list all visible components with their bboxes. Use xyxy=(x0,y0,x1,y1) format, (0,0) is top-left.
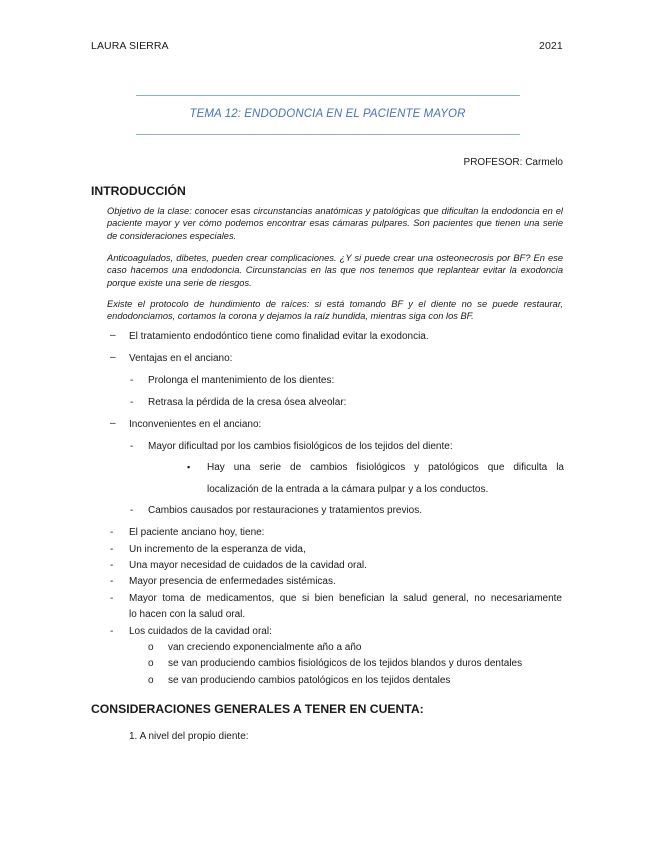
header-year: 2021 xyxy=(539,40,563,52)
dash-marker: – xyxy=(110,330,116,341)
circle-bullet-icon: o xyxy=(148,675,154,686)
hyphen-marker: - xyxy=(110,560,114,571)
list-item: Cambios causados por restauraciones y tratamientos previos. xyxy=(148,505,423,516)
list-item: Ventajas en el anciano: xyxy=(129,353,233,364)
list-item: Mayor presencia de enfermedades sistémicas. xyxy=(129,576,336,587)
hyphen-marker: - xyxy=(110,626,114,637)
section-heading-consideraciones: CONSIDERACIONES GENERALES A TENER EN CUENTA: xyxy=(91,702,424,716)
hyphen-marker: - xyxy=(110,576,114,587)
intro-paragraph-3: Existe el protocolo de hundimiento de raíces: si está tomando BF y el diente no se puede restaurar, endodonciamos, cortamos la corona y dejamos la raíz hundida, mientras siga con los BF. xyxy=(107,299,563,322)
list-item: El paciente anciano hoy, tiene: xyxy=(129,527,265,538)
hyphen-marker: - xyxy=(110,593,114,604)
hyphen-marker: - xyxy=(130,441,134,452)
list-item: Retrasa la pérdida de la cresa ósea alveolar: xyxy=(148,397,347,408)
hyphen-marker: - xyxy=(130,397,134,408)
hyphen-marker: - xyxy=(130,505,134,516)
hyphen-marker: - xyxy=(130,375,134,386)
list-item: Mayor dificultad por los cambios fisiológicos de los tejidos del diente: xyxy=(148,441,453,452)
list-item: Los cuidados de la cavidad oral: xyxy=(129,626,272,637)
list-item: Inconvenientes en el anciano: xyxy=(129,419,262,430)
intro-paragraph-2: Anticoagulados, dibetes, pueden crear complicaciones. ¿Y si puede crear una osteonecrosis por BF? En ese caso hacemos una endodoncia. Circunstancias en las que nos tenemos que replantear evitar la exodoncia porque existe una serie de riesgos. xyxy=(107,253,563,288)
list-item: Prolonga el mantenimiento de los dientes: xyxy=(148,375,335,386)
list-item: localización de la entrada a la cámara pulpar y a los conductos. xyxy=(207,484,489,495)
circle-bullet-icon: o xyxy=(148,642,154,653)
list-item: se van produciendo cambios fisiológicos de los tejidos blandos y duros dentales xyxy=(168,658,523,669)
dash-marker: – xyxy=(110,352,116,363)
intro-paragraph-1: Objetivo de la clase: conocer esas circunstancias anatómicas y patológicas que dificultan la endodoncia en el paciente mayor y ver cómo podemos encontrar esas cámaras pulpares. Son pacientes que tienen una serie de consideraciones especiales. xyxy=(107,206,563,241)
page-title: TEMA 12: ENDODONCIA EN EL PACIENTE MAYOR xyxy=(189,108,466,120)
circle-bullet-icon: o xyxy=(148,658,154,669)
list-item: se van produciendo cambios patológicos en los tejidos dentales xyxy=(168,675,451,686)
list-item: Mayor toma de medicamentos, que si bien benefician la salud general, no necesariamente xyxy=(129,593,562,604)
list-item: Hay una serie de cambios fisiológicos y patológicos que dificulta la xyxy=(207,462,564,473)
dash-marker: – xyxy=(110,418,116,429)
list-item: El tratamiento endodóntico tiene como finalidad evitar la exodoncia. xyxy=(129,331,429,342)
list-item: lo hacen con la salud oral. xyxy=(129,609,246,620)
list-item: Un incremento de la esperanza de vida, xyxy=(129,544,306,555)
title-top-rule xyxy=(136,95,520,96)
hyphen-marker: - xyxy=(110,544,114,555)
header-author: LAURA SIERRA xyxy=(91,40,169,52)
list-item: van creciendo exponencialmente año a año xyxy=(168,642,362,653)
section-heading-introduccion: INTRODUCCIÓN xyxy=(91,184,186,198)
title-bottom-rule xyxy=(136,134,520,135)
hyphen-marker: - xyxy=(110,527,114,538)
numbered-item: 1. A nivel del propio diente: xyxy=(129,731,249,742)
professor-line: PROFESOR: Carmelo xyxy=(463,157,563,168)
list-item: Una mayor necesidad de cuidados de la cavidad oral. xyxy=(129,560,367,571)
square-bullet-icon: ▪ xyxy=(187,462,191,472)
